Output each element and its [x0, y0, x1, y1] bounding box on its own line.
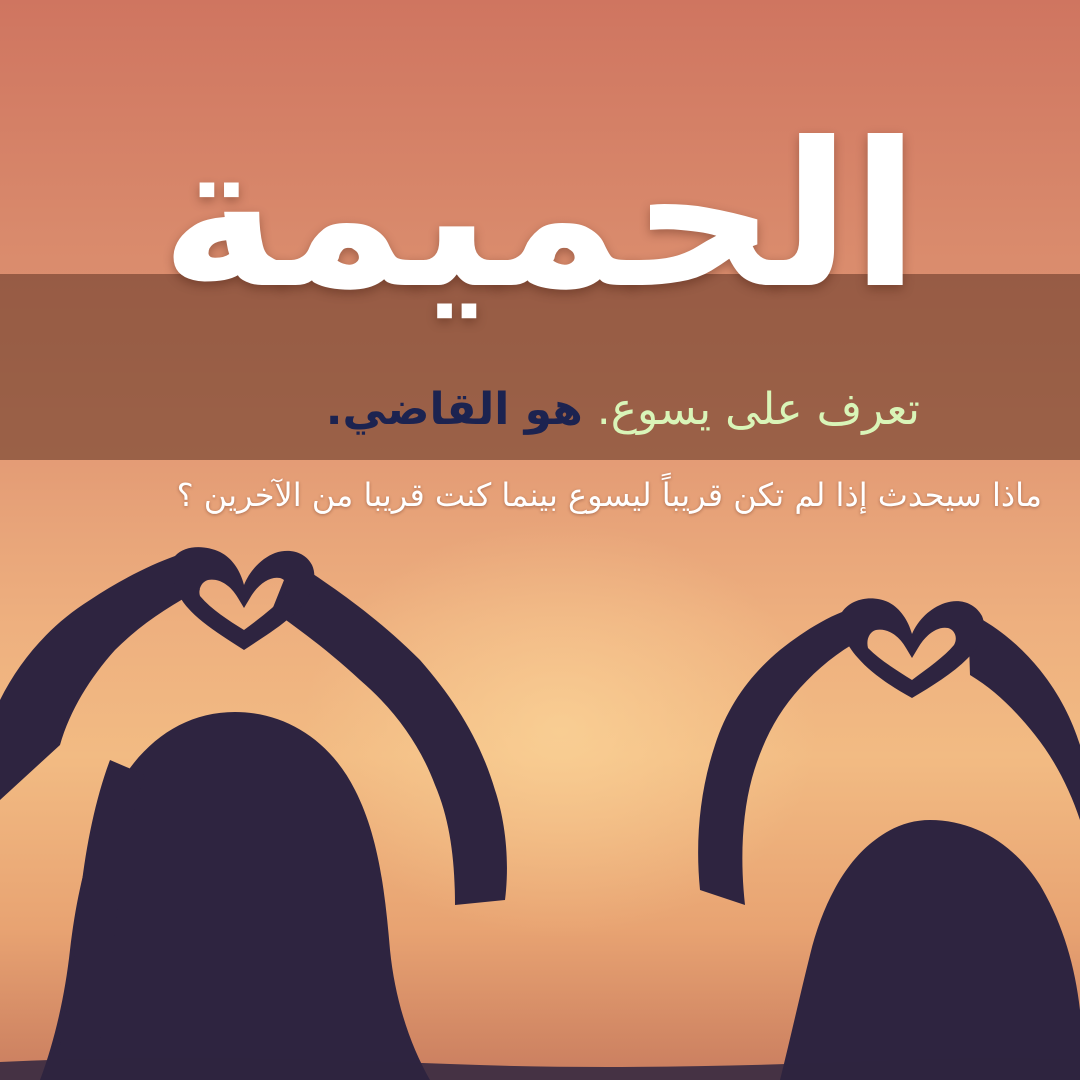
- left-girl-silhouette: [0, 547, 507, 1080]
- subtitle-part-judge: هو القاضي.: [325, 384, 583, 435]
- poster-question: ماذا سيحدث إذا لم تكن قريباً ليسوع بينما كنت قريبا من الآخرين ؟: [176, 476, 1042, 514]
- ground-silhouette: [0, 1058, 1080, 1080]
- right-girl-silhouette: [698, 598, 1080, 1080]
- poster-subtitle: [326, 382, 920, 438]
- subtitle-part-know-jesus: تعرف على يسوع.: [596, 384, 920, 435]
- poster-title: الحميمة: [160, 100, 920, 333]
